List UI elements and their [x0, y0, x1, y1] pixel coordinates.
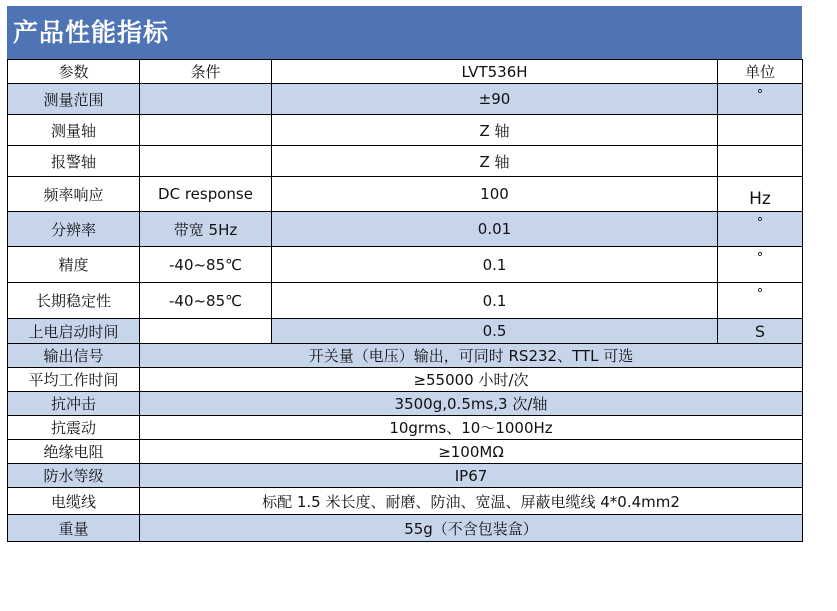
param-cell: 测量轴 [8, 115, 140, 146]
value-cell: 10grms、10～1000Hz [140, 416, 803, 440]
value-cell: ≥100MΩ [140, 440, 803, 464]
unit-cell [718, 115, 803, 146]
header-unit: 单位 [718, 60, 803, 84]
unit-cell: ° [718, 247, 803, 283]
unit-cell [718, 146, 803, 177]
spec-sheet [7, 6, 802, 542]
param-cell: 绝缘电阻 [8, 440, 140, 464]
condition-cell: 带宽 5Hz [140, 212, 272, 247]
value-cell: 0.5 [272, 319, 718, 344]
table-row [8, 212, 803, 247]
table-row [8, 344, 803, 368]
value-cell: 100 [272, 177, 718, 212]
condition-cell [140, 84, 272, 115]
param-cell: 报警轴 [8, 146, 140, 177]
value-cell: 0.1 [272, 283, 718, 319]
param-cell: 长期稳定性 [8, 283, 140, 319]
table-header-row [8, 60, 803, 84]
table-row [8, 515, 803, 542]
unit-cell: ° [718, 283, 803, 319]
value-cell: 开关量（电压）输出，可同时 RS232、TTL 可选 [140, 344, 803, 368]
table-row [8, 440, 803, 464]
condition-cell [140, 115, 272, 146]
table-row [8, 146, 803, 177]
table-row [8, 416, 803, 440]
unit-cell: Hz [718, 177, 803, 212]
value-cell: Z 轴 [272, 146, 718, 177]
param-cell: 精度 [8, 247, 140, 283]
value-cell: 55g（不含包装盒） [140, 515, 803, 542]
table-row [8, 115, 803, 146]
condition-cell: DC response [140, 177, 272, 212]
value-cell: 标配 1.5 米长度、耐磨、防油、宽温、屏蔽电缆线 4*0.4mm2 [140, 488, 803, 515]
param-cell: 测量范围 [8, 84, 140, 115]
header-model: LVT536H [272, 60, 718, 84]
unit-cell: ° [718, 84, 803, 115]
value-cell: IP67 [140, 464, 803, 488]
value-cell: 0.01 [272, 212, 718, 247]
header-param: 参数 [8, 60, 140, 84]
param-cell: 上电启动时间 [8, 319, 140, 344]
condition-cell: -40~85℃ [140, 247, 272, 283]
header-condition: 条件 [140, 60, 272, 84]
spec-table [7, 59, 803, 542]
condition-cell [140, 319, 272, 344]
param-cell: 电缆线 [8, 488, 140, 515]
param-cell: 频率响应 [8, 177, 140, 212]
param-cell: 平均工作时间 [8, 368, 140, 392]
param-cell: 防水等级 [8, 464, 140, 488]
param-cell: 抗震动 [8, 416, 140, 440]
value-cell: Z 轴 [272, 115, 718, 146]
table-row [8, 283, 803, 319]
table-row [8, 464, 803, 488]
param-cell: 重量 [8, 515, 140, 542]
table-row [8, 488, 803, 515]
table-row [8, 368, 803, 392]
table-row [8, 84, 803, 115]
param-cell: 输出信号 [8, 344, 140, 368]
param-cell: 抗冲击 [8, 392, 140, 416]
table-row [8, 392, 803, 416]
condition-cell [140, 146, 272, 177]
table-row [8, 247, 803, 283]
value-cell: 0.1 [272, 247, 718, 283]
page-title: 产品性能指标 [7, 6, 802, 59]
param-cell: 分辨率 [8, 212, 140, 247]
table-row [8, 319, 803, 344]
unit-cell: S [718, 319, 803, 344]
value-cell: ±90 [272, 84, 718, 115]
value-cell: ≥55000 小时/次 [140, 368, 803, 392]
value-cell: 3500g,0.5ms,3 次/轴 [140, 392, 803, 416]
table-row [8, 177, 803, 212]
unit-cell: ° [718, 212, 803, 247]
condition-cell: -40~85℃ [140, 283, 272, 319]
